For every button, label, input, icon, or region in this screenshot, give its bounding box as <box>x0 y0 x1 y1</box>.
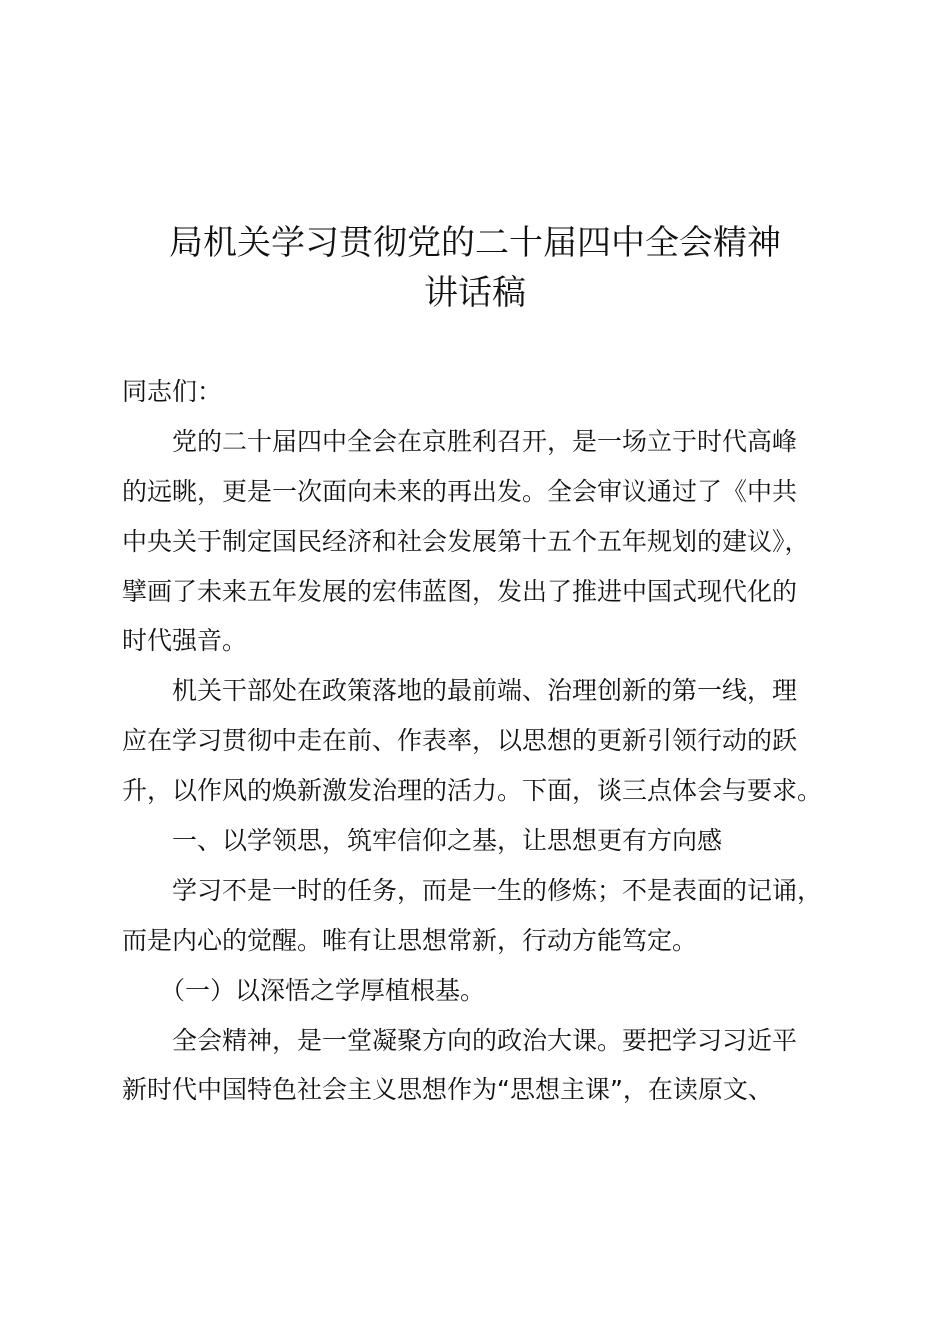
text-line: 党的二十届四中全会在京胜利召开，是一场立于时代高峰 <box>172 426 798 456</box>
paragraph <box>122 666 842 816</box>
text-line: 时代强音。 <box>122 626 248 656</box>
text-line: 新时代中国特色社会主义思想作为“思想主课”，在读原文、 <box>122 1075 773 1105</box>
paragraph <box>122 417 842 666</box>
text-line: （一）以深悟之学厚植根基。 <box>160 975 486 1005</box>
text-line: 升，以作风的焕新激发治理的活力。下面，谈三点体会与要求。 <box>122 776 823 806</box>
text-line: 而是内心的觉醒。唯有让思想常新，行动方能笃定。 <box>122 925 698 955</box>
title-line-2: 讲话稿 <box>424 273 526 313</box>
text-line: 应在学习贯彻中走在前、作表率，以思想的更新引领行动的跃 <box>122 726 798 756</box>
document-body <box>122 367 842 1115</box>
text-line: 的远眺，更是一次面向未来的再出发。全会审议通过了《中共 <box>122 476 798 506</box>
salutation: 同志们： <box>122 377 223 406</box>
subsection-heading <box>122 966 842 1016</box>
text-line: 机关干部处在政策落地的最前端、治理创新的第一线，理 <box>172 676 798 706</box>
text-line: 一、以学领思，筑牢信仰之基，让思想更有方向感 <box>172 826 723 856</box>
paragraph <box>122 866 842 966</box>
text-line: 中央关于制定国民经济和社会发展第十五个五年规划的建议》， <box>122 526 810 556</box>
section-heading <box>122 816 842 866</box>
text-line: 擘画了未来五年发展的宏伟蓝图，发出了推进中国式现代化的 <box>122 576 798 606</box>
text-line: 全会精神，是一堂凝聚方向的政治大课。要把学习习近平 <box>172 1025 798 1055</box>
paragraph <box>122 1016 842 1116</box>
title-line-1: 局机关学习贯彻党的二十届四中全会精神 <box>169 223 781 263</box>
text-line: 学习不是一时的任务，而是一生的修炼；不是表面的记诵， <box>172 875 823 905</box>
